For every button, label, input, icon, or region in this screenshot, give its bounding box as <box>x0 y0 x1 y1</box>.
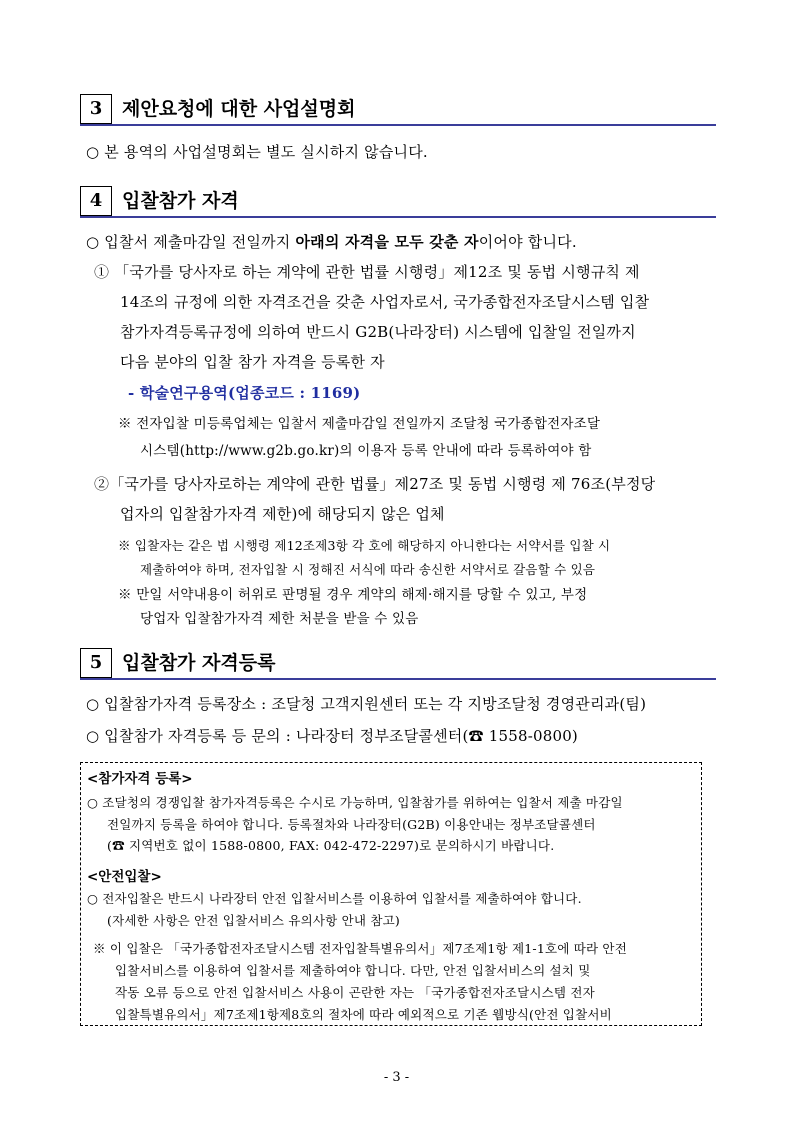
section-3-title: 제안요청에 대한 사업설명회 <box>122 98 356 120</box>
box-line: 전일까지 등록을 하여야 합니다. 등록절차와 나라장터(G2B) 이용안내는 정부조달콜센터 <box>107 817 596 832</box>
box-line: ※ 이 입찰은 「국가종합전자조달시스템 전자입찰특별유의서」제7조제1항 제1-1호에 따라 안전 <box>93 941 627 956</box>
section-4-header <box>80 186 716 218</box>
section-5-header <box>80 648 716 680</box>
box-line: 입찰특별유의서」제7조제1항제8호의 절차에 따라 예외적으로 기존 웹방식(안전 입찰서비 <box>115 1007 612 1022</box>
box-line: (☎ 지역번호 없이 1588-0800, FAX: 042-472-2297)로 문의하시기 바랍니다. <box>107 838 555 853</box>
s4-item1-line: 참가자격등록규정에 의하여 반드시 G2B(나라장터) 시스템에 입찰일 전일까지 <box>120 323 636 341</box>
s4-item1-line: ① 「국가를 당사자로 하는 계약에 관한 법률 시행령」제12조 및 동법 시행규칙 제 <box>94 263 640 281</box>
s4-intro-pre: ○ 입찰서 제출마감일 전일까지 <box>86 233 296 251</box>
section-4-title: 입찰참가 자격 <box>122 190 239 212</box>
box-line: 입찰서비스를 이용하여 입찰서를 제출하여야 합니다. 다만, 안전 입찰서비스의 설치 및 <box>115 963 591 978</box>
box-title-registration: <참가자격 등록> <box>87 771 193 787</box>
box-line: ○ 전자입찰은 반드시 나라장터 안전 입찰서비스를 이용하여 입찰서를 제출하여야 합니다. <box>87 891 582 906</box>
s4-item2-line: 업자의 입찰참가자격 제한)에 해당되지 않은 업체 <box>120 505 445 523</box>
box-line: 작동 오류 등으로 안전 입찰서비스 사용이 곤란한 자는 「국가종합전자조달시스템 전자 <box>115 985 595 1000</box>
s4-item1-line: 다음 분야의 입찰 참가 자격을 등록한 자 <box>120 353 385 371</box>
box-line: ○ 조달청의 경쟁입찰 참가자격등록은 수시로 가능하며, 입찰참가를 위하여는 입찰서 제출 마감일 <box>87 795 623 810</box>
s4-item1-line: 14조의 규정에 의한 자격조건을 갖춘 사업자로서, 국가종합전자조달시스템 입찰 <box>120 293 650 311</box>
s4-item1-sub: - 학술연구용역(업종코드 : 1169) <box>128 384 361 402</box>
s4-item1-note: 시스템(http://www.g2b.go.kr)의 이용자 등록 안내에 따라 등록하여야 함 <box>140 443 592 459</box>
s5-line: ○ 입찰참가자격 등록장소 : 조달청 고객지원센터 또는 각 지방조달청 경영관리과(팀) <box>86 695 647 713</box>
box-title-safe-bid: <안전입찰> <box>87 869 162 885</box>
section-5-title: 입찰참가 자격등록 <box>122 652 276 674</box>
section-5-number: 5 <box>80 648 112 678</box>
page-number: - 3 - <box>383 1070 410 1085</box>
s4-intro-bold: 아래의 자격을 모두 갖춘 자 <box>295 233 479 251</box>
s4-intro <box>86 232 577 252</box>
s3-line: ○ 본 용역의 사업설명회는 별도 실시하지 않습니다. <box>86 143 428 161</box>
section-3-header <box>80 94 716 126</box>
s4-item2-note: 제출하여야 하며, 전자입찰 시 정해진 서식에 따라 송신한 서약서로 갈음할 수 있음 <box>140 562 596 577</box>
s5-line: ○ 입찰참가 자격등록 등 문의 : 나라장터 정부조달콜센터(☎ 1558-0800) <box>86 727 578 745</box>
s4-item2-line: ②「국가를 당사자로하는 계약에 관한 법률」제27조 및 동법 시행령 제 76조(부정당 <box>94 475 656 493</box>
section-4-number: 4 <box>80 186 112 216</box>
box-line: (자세한 사항은 안전 입찰서비스 유의사항 안내 참고) <box>107 913 400 928</box>
s4-intro-post: 이어야 합니다. <box>478 233 577 251</box>
section-3-number: 3 <box>80 94 112 124</box>
s4-item2-note: ※ 만일 서약내용이 허위로 판명될 경우 계약의 해제·해지를 당할 수 있고, 부정 <box>118 587 588 603</box>
s4-item2-note: 당업자 입찰참가자격 제한 처분을 받을 수 있음 <box>140 611 419 627</box>
s4-item1-note: ※ 전자입찰 미등록업체는 입찰서 제출마감일 전일까지 조달청 국가종합전자조달 <box>118 416 601 432</box>
s4-item2-note: ※ 입찰자는 같은 법 시행령 제12조제3항 각 호에 해당하지 아니한다는 서약서를 입찰 시 <box>118 538 611 553</box>
notice-box <box>80 762 702 1026</box>
